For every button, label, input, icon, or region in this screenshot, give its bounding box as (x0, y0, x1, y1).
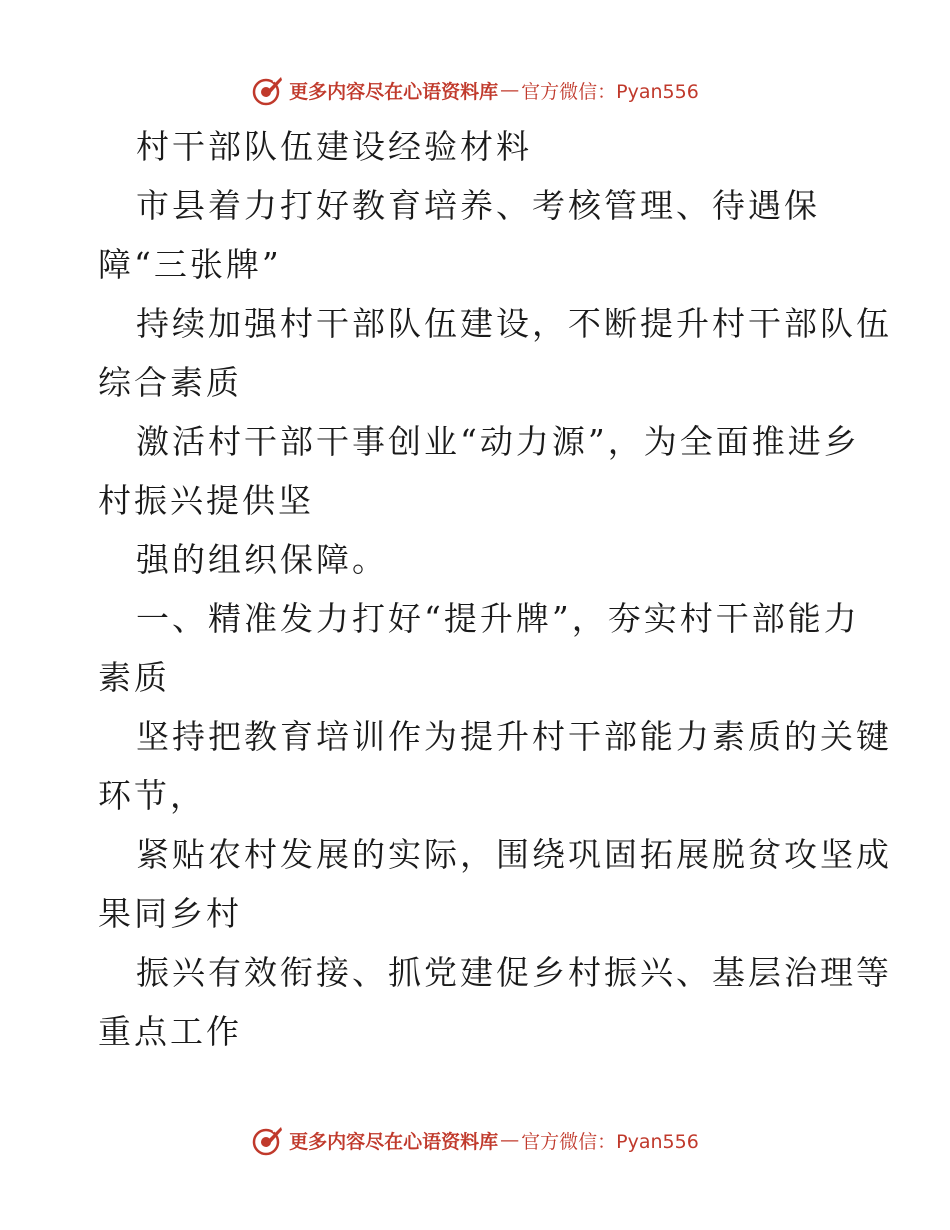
document-body (98, 117, 892, 1061)
banner-wechat-text: 官方微信：Pyan556 (521, 1130, 699, 1153)
banner-main-text: 更多内容尽在心语资料库 (289, 80, 499, 103)
banner-dash: — (500, 79, 520, 101)
doc-line: 果同乡村 (98, 894, 242, 933)
footer-banner (0, 1120, 950, 1160)
doc-line: 一、精准发力打好“提升牌”，夯实村干部能力 (136, 599, 860, 638)
doc-line: 村干部队伍建设经验材料 (136, 127, 532, 166)
banner-dash: — (500, 1129, 520, 1151)
doc-line: 强的组织保障。 (136, 540, 388, 579)
doc-line: 坚持把教育培训作为提升村干部能力素质的关键 (136, 717, 892, 756)
doc-line: 激活村干部干事创业“动力源”，为全面推进乡 (136, 422, 860, 461)
quill-logo-icon (251, 73, 285, 107)
doc-line: 重点工作 (98, 1012, 242, 1051)
doc-line: 环节， (98, 776, 206, 815)
doc-line: 振兴有效衔接、抓党建促乡村振兴、基层治理等 (136, 953, 892, 992)
doc-line: 障“三张牌” (98, 245, 282, 284)
header-banner (0, 70, 950, 110)
doc-line: 素质 (98, 658, 170, 697)
doc-line: 村振兴提供坚 (98, 481, 314, 520)
banner-wechat-text: 官方微信：Pyan556 (521, 80, 699, 103)
quill-logo-icon (251, 1123, 285, 1157)
doc-line: 紧贴农村发展的实际，围绕巩固拓展脱贫攻坚成 (136, 835, 892, 874)
doc-line: 综合素质 (98, 363, 242, 402)
banner-main-text: 更多内容尽在心语资料库 (289, 1130, 499, 1153)
doc-line: 市县着力打好教育培养、考核管理、待遇保 (136, 186, 820, 225)
doc-line: 持续加强村干部队伍建设，不断提升村干部队伍 (136, 304, 892, 343)
